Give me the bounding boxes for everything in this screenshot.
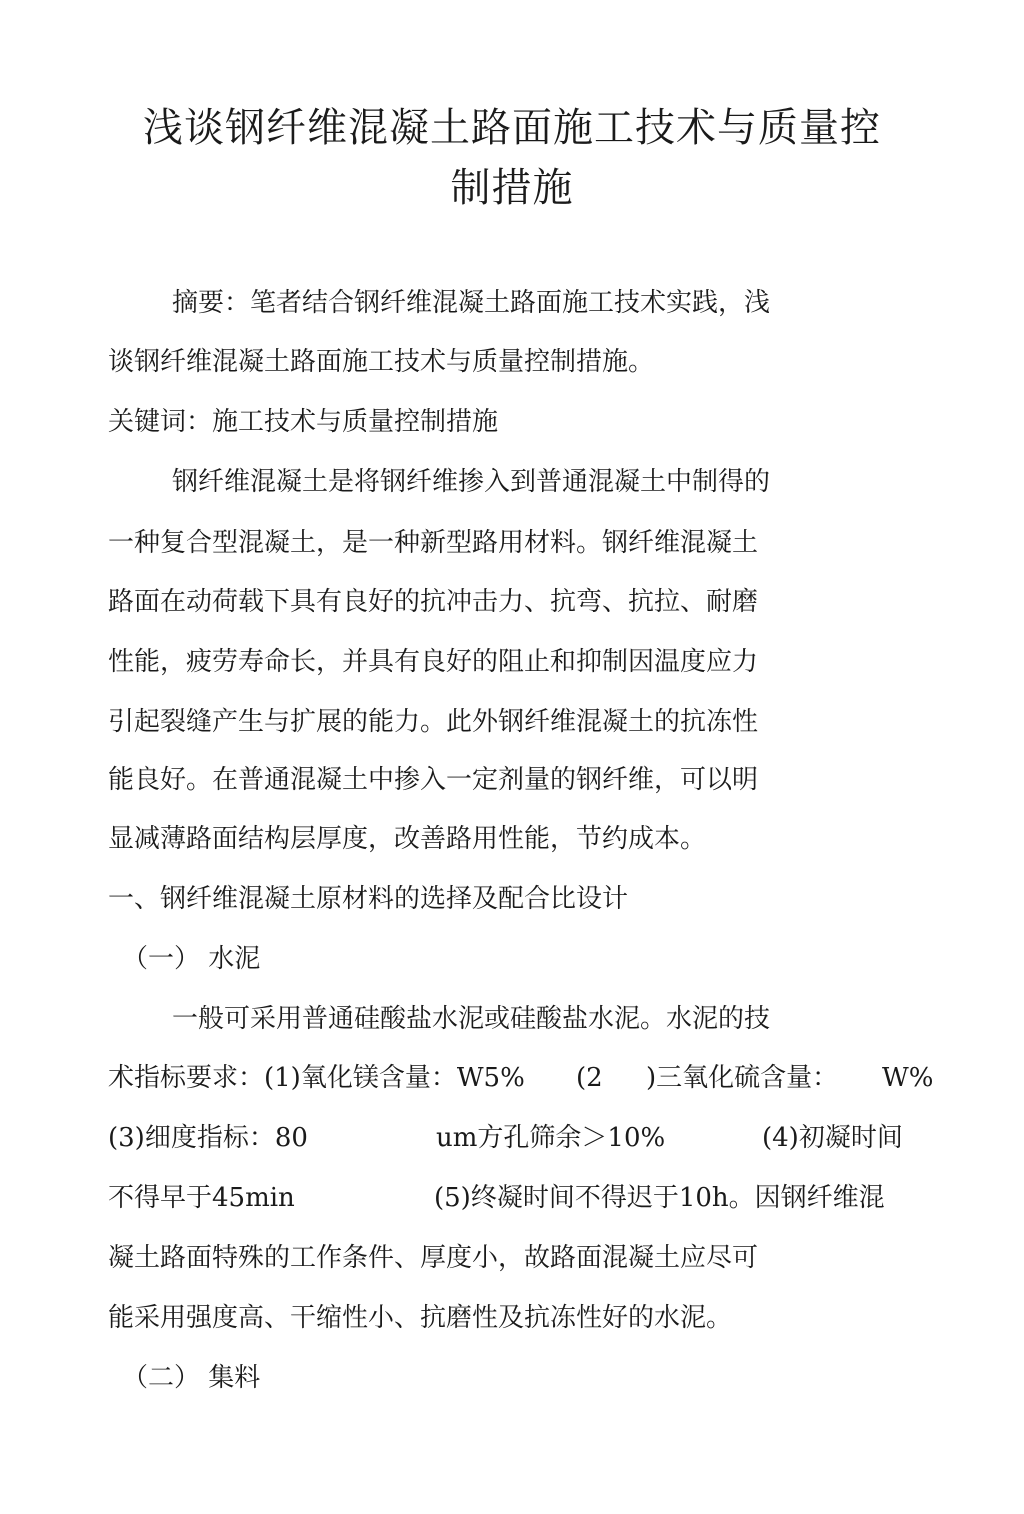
- cement-line-2-part-a: 术指标要求：(1)氧化镁含量：W5%: [108, 1063, 525, 1093]
- cement-line-3-part-b: um方孔筛余＞10%: [436, 1123, 666, 1153]
- intro-line-2: 一种复合型混凝土，是一种新型路用材料。钢纤维混凝土: [108, 528, 759, 558]
- section-1-heading: 一、钢纤维混凝土原材料的选择及配合比设计: [108, 884, 629, 914]
- keywords-line: 关键词：施工技术与质量控制措施: [108, 407, 499, 437]
- cement-line-4-part-b: (5)终凝时间不得迟于10h。因钢纤维混: [434, 1183, 885, 1213]
- intro-line-3: 路面在动荷载下具有良好的抗冲击力、抗弯、抗拉、耐磨: [108, 587, 759, 617]
- intro-line-4: 性能，疲劳寿命长，并具有良好的阻止和抑制因温度应力: [108, 647, 759, 677]
- document-title-line-2: 制措施: [450, 165, 574, 211]
- intro-line-5: 引起裂缝产生与扩展的能力。此外钢纤维混凝土的抗冻性: [108, 707, 759, 737]
- intro-line-1: 钢纤维混凝土是将钢纤维掺入到普通混凝土中制得的: [172, 467, 771, 497]
- cement-line-4-part-a: 不得早于45min: [108, 1183, 295, 1213]
- cement-line-1: 一般可采用普通硅酸盐水泥或硅酸盐水泥。水泥的技: [172, 1004, 771, 1034]
- cement-line-6: 能采用强度高、干缩性小、抗磨性及抗冻性好的水泥。: [108, 1303, 733, 1333]
- cement-line-2-part-b: (2: [576, 1063, 603, 1093]
- cement-line-3-part-c: (4)初凝时间: [762, 1123, 903, 1153]
- cement-line-3-part-a: (3)细度指标：80: [108, 1123, 308, 1153]
- cement-line-5: 凝土路面特殊的工作条件、厚度小，故路面混凝土应尽可: [108, 1243, 759, 1273]
- abstract-line-1: 摘要：笔者结合钢纤维混凝土路面施工技术实践，浅: [172, 288, 771, 318]
- subsection-aggregate-heading: （二） 集料: [122, 1363, 261, 1393]
- intro-line-7: 显减薄路面结构层厚度，改善路用性能，节约成本。: [108, 824, 707, 854]
- cement-line-2-part-c: )三氧化硫含量：: [646, 1063, 839, 1093]
- subsection-cement-heading: （一） 水泥: [122, 944, 261, 974]
- intro-line-6: 能良好。在普通混凝土中掺入一定剂量的钢纤维，可以明: [108, 765, 759, 795]
- document-title-line-1: 浅谈钢纤维混凝土路面施工技术与质量控: [143, 105, 881, 151]
- cement-line-2-part-d: W%: [882, 1063, 934, 1093]
- abstract-line-2: 谈钢纤维混凝土路面施工技术与质量控制措施。: [108, 347, 655, 377]
